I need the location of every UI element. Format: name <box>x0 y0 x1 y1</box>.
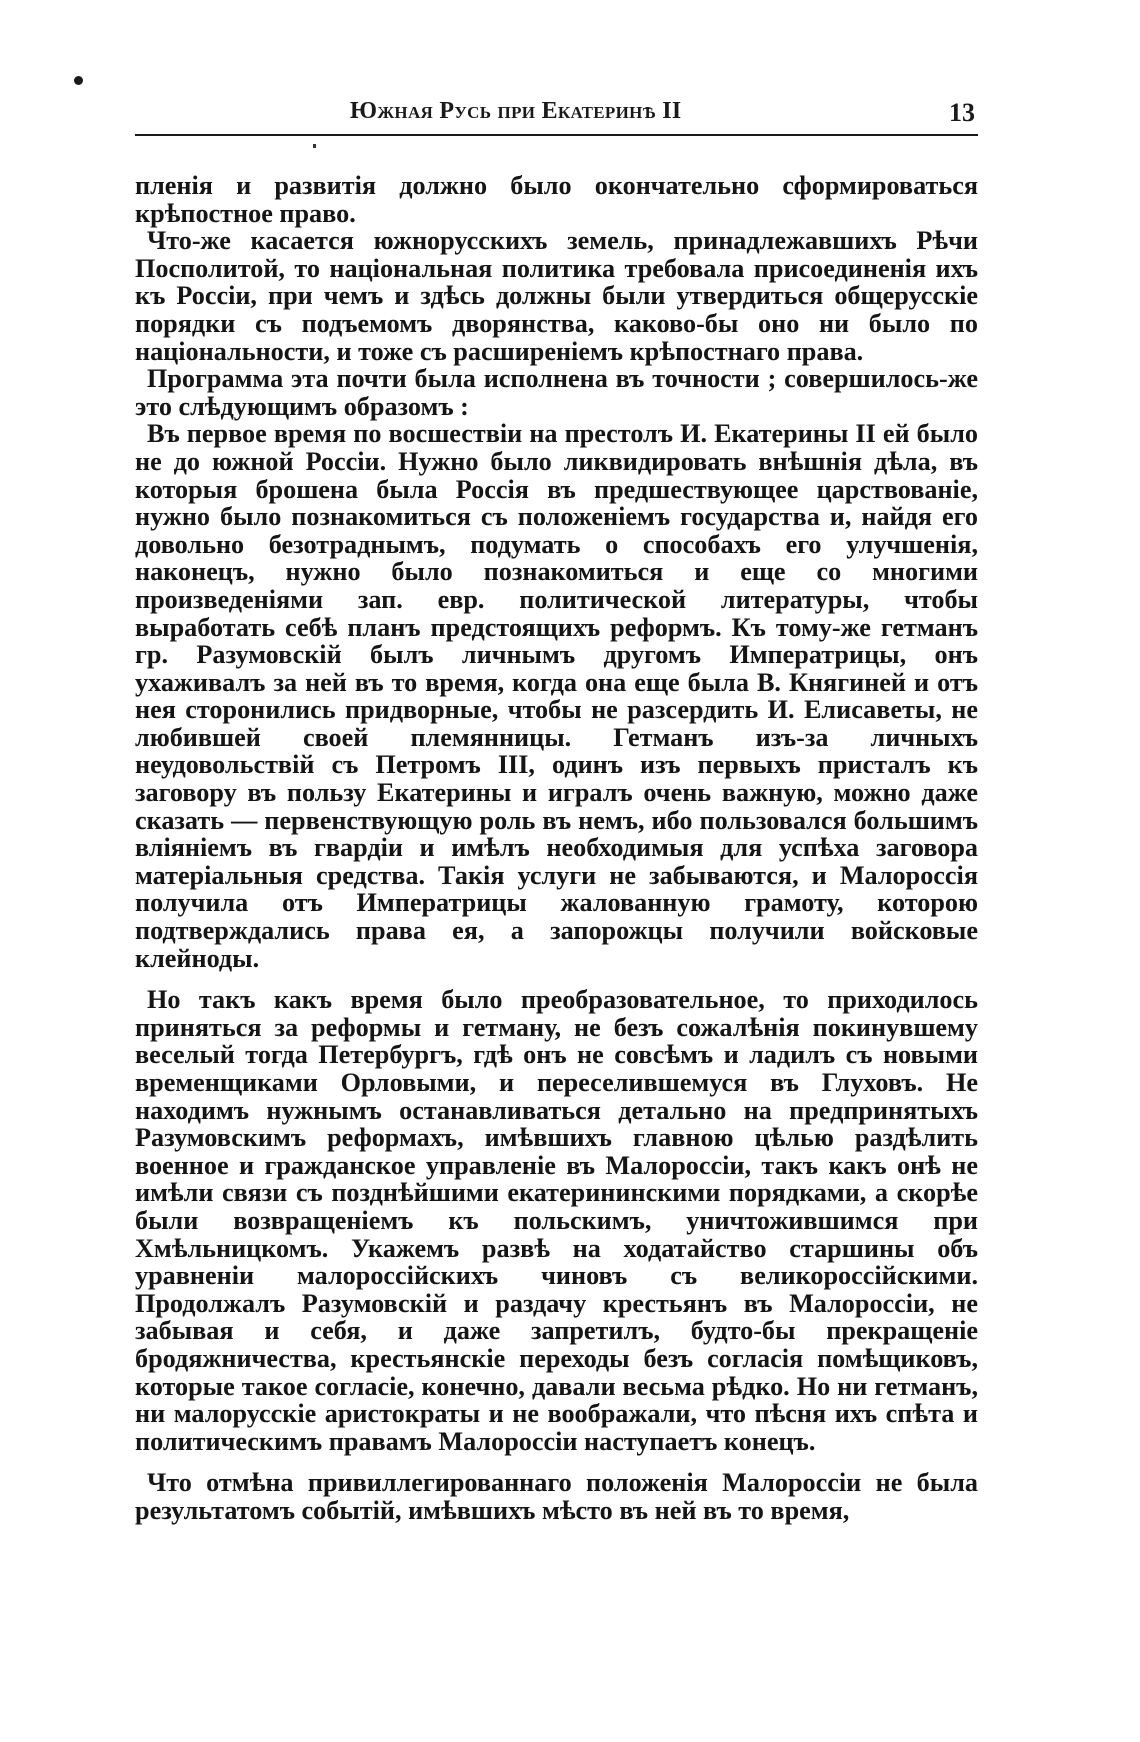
paragraph: Въ первое время по восшествіи на престолъ И. Екатерины II ей было не до южной Россіи. Нужно было ликвидировать внѣшнія дѣла, въ которыя брошена была Россія въ предшествующее царствованіе, нужно было познакомиться съ положеніемъ государства и, найдя его довольно безотраднымъ, подумать о способахъ его улучшенія, наконецъ, нужно было познакомиться и еще со многими произведеніями зап. евр. политической литературы, чтобы выработать себѣ планъ предстоящихъ реформъ. Къ тому-же гетманъ гр. Разумовскій былъ личнымъ другомъ Императрицы, онъ ухаживалъ за ней въ то время, когда она еще была В. Княгиней и отъ нея сторонились придворные, чтобы не разсердить И. Елисаветы, не любившей своей племянницы. Гетманъ изъ-за личныхъ неудовольствій съ Петромъ III, одинъ изъ первыхъ присталъ къ заговору въ пользу Екатерины и игралъ очень важную, можно даже сказать — первенствующую роль въ немъ, ибо пользовался большимъ вліяніемъ въ гвардіи и имѣлъ необходимыя для успѣха заговора матеріальныя средства. Такія услуги не забываются, и Малороссія получила отъ Императрицы жалованную грамоту, которою подтверждались права ея, а запорожцы получили войсковые клейноды. <box>135 419 978 973</box>
paragraph-gap <box>135 1455 978 1469</box>
paragraph: Программа эта почти была исполнена въ точности ; совершилось-же это слѣдующимъ образомъ : <box>135 364 978 421</box>
page-number: 13 <box>949 98 975 127</box>
paragraph-gap <box>135 972 978 986</box>
running-title: Южная Русь при Екатеринѣ II <box>350 98 682 124</box>
running-head <box>135 98 975 128</box>
ink-speck <box>313 144 316 148</box>
paragraph: Что-же касается южнорусскихъ земель, принадлежавшихъ Рѣчи Посполитой, то національная политика требовала присоединенія ихъ къ Россіи, при чемъ и здѣсь должны были утвердиться общерусскіе порядки съ подъемомъ дворянства, каково-бы оно ни было по національности, и тоже съ расширеніемъ крѣпостнаго права. <box>135 226 978 366</box>
paragraph: пленія и развитія должно было окончательно сформироваться крѣпостное право. <box>135 171 978 228</box>
header-rule <box>135 134 978 136</box>
paragraph: Что отмѣна привиллегированнаго положенія Малороссіи не была результатомъ событій, имѣвшихъ мѣсто въ ней въ то время, <box>135 1468 978 1525</box>
body-text <box>135 172 978 1525</box>
paragraph: Но такъ какъ время было преобразовательное, то приходилось приняться за реформы и гетману, не безъ сожалѣнія покинувшему веселый тогда Петербургъ, гдѣ онъ не совсѣмъ и ладилъ съ новыми временщиками Орловыми, и переселившемуся въ Глуховъ. Не находимъ нужнымъ останавливаться детально на предпринятыхъ Разумовскимъ реформахъ, имѣвшихъ главною цѣлью раздѣлить военное и гражданское управленіе въ Малороссіи, такъ какъ онѣ не имѣли связи съ позднѣйшими екатерининскими порядками, а скорѣе были возвращеніемъ къ польскимъ, уничтожившимся при Хмѣльницкомъ. Укажемъ развѣ на ходатайство старшины объ уравненіи малороссійскихъ чиновъ съ великороссійскими. Продолжалъ Разумовскій и раздачу крестьянъ въ Малороссіи, не забывая и себя, и даже запретилъ, будто-бы прекращеніе бродяжничества, крестьянскіе переходы безъ согласія помѣщиковъ, которые такое согласіе, конечно, давали весьма рѣдко. Но ни гетманъ, ни малорусскіе аристократы и не воображали, что пѣсня ихъ спѣта и политическимъ правамъ Малороссіи наступаетъ конецъ. <box>135 985 978 1456</box>
ink-dot <box>74 76 83 85</box>
